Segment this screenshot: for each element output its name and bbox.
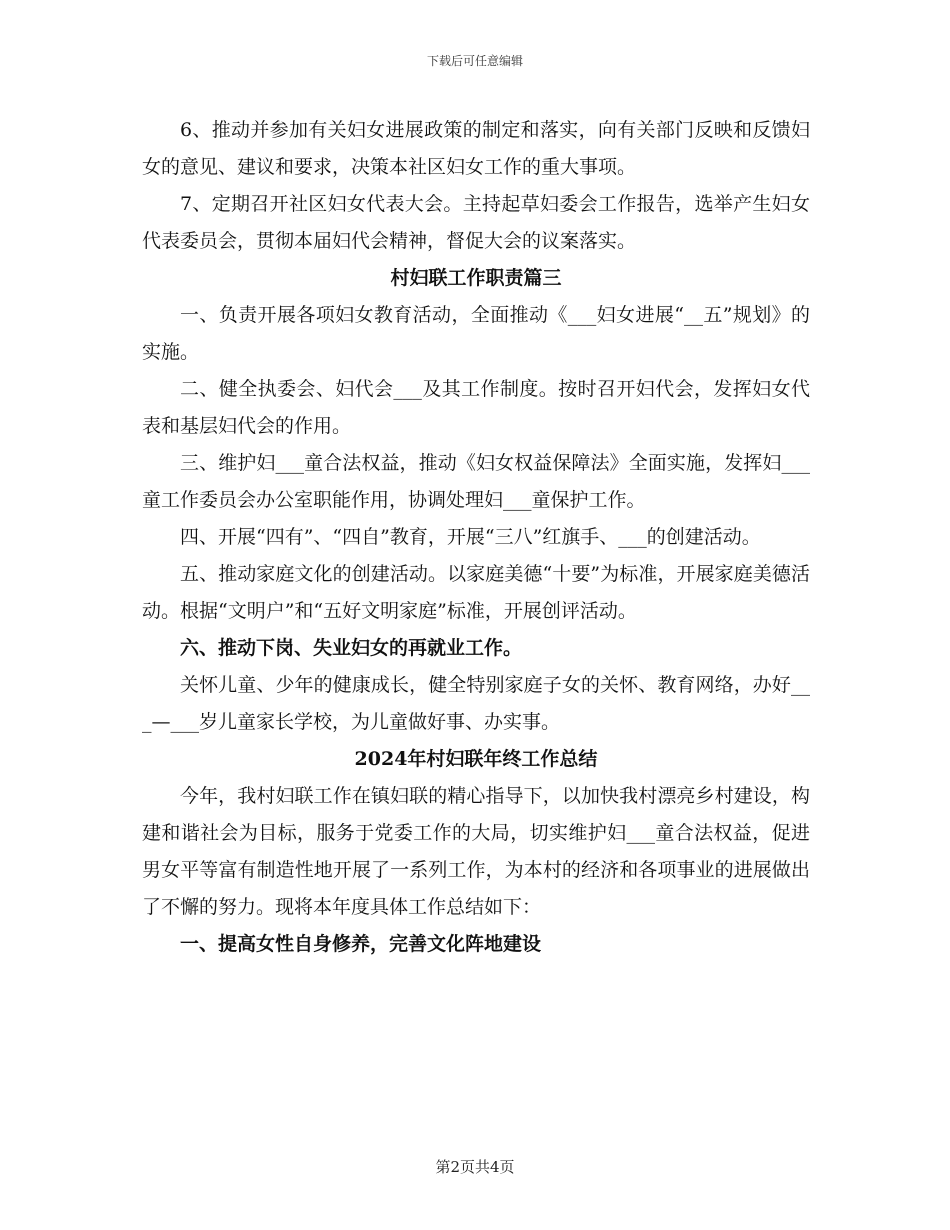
paragraph: 6、推动并参加有关妇女进展政策的制定和落实，向有关部门反映和反馈妇女的意见、建议和要求，决策本社区妇女工作的重大事项。 — [142, 119, 810, 178]
paragraph: 关怀儿童、少年的健康成长，健全特别家庭子女的关怀、教育网络，办好___—___岁儿童家长学校，为儿童做好事、办实事。 — [142, 674, 810, 733]
bold-paragraph: 一、提高女性自身修养，完善文化阵地建设 — [180, 933, 542, 955]
paragraph: 四、开展“四有”、“四自”教育，开展“三八”红旗手、___的创建活动。 — [180, 526, 761, 548]
section-heading: 2024年村妇联年终工作总结 — [354, 748, 598, 770]
paragraph: 7、定期召开社区妇女代表大会。主持起草妇委会工作报告，选举产生妇女代表委员会，贯彻本届妇代会精神，督促大会的议案落实。 — [142, 193, 810, 252]
header-note: 下载后可任意编辑 — [426, 54, 523, 68]
paragraph: 二、健全执委会、妇代会___及其工作制度。按时召开妇代会，发挥妇女代表和基层妇代会的作用。 — [142, 378, 810, 437]
paragraph: 一、负责开展各项妇女教育活动，全面推动《___妇女进展“__五”规划》的实施。 — [142, 304, 810, 363]
bold-paragraph: 六、推动下岗、失业妇女的再就业工作。 — [180, 637, 523, 659]
paragraph: 今年，我村妇联工作在镇妇联的精心指导下，以加快我村漂亮乡村建设，构建和谐社会为目标，服务于党委工作的大局，切实维护妇___童合法权益，促进男女平等富有制造性地开展了一系列工作，为本村的经济和各项事业的进展做出了不懈的努力。现将本年度具体工作总结如下： — [142, 785, 810, 918]
page-footer: 第2页共4页 — [435, 1158, 515, 1176]
paragraph: 五、推动家庭文化的创建活动。以家庭美德“十要”为标准，开展家庭美德活动。根据“文明户”和“五好文明家庭”标准，开展创评活动。 — [142, 563, 810, 622]
paragraph: 三、维护妇___童合法权益，推动《妇女权益保障法》全面实施，发挥妇___童工作委员会办公室职能作用，协调处理妇___童保护工作。 — [142, 452, 810, 511]
section-heading: 村妇联工作职责篇三 — [390, 267, 562, 289]
document-body — [142, 112, 810, 963]
